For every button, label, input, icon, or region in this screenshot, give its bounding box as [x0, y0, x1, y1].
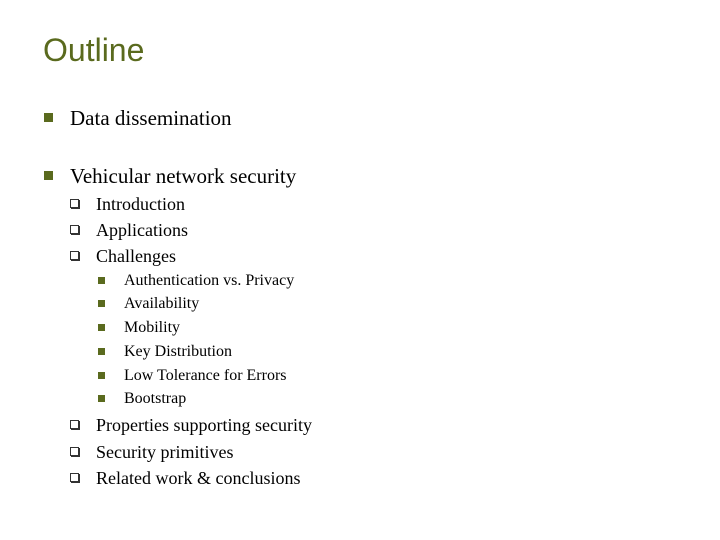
square-bullet-icon	[44, 113, 53, 122]
square-bullet-icon	[44, 171, 53, 180]
bullet-text: Security primitives	[96, 442, 234, 462]
bullet-text: Low Tolerance for Errors	[124, 367, 287, 384]
bullet-text: Availability	[124, 295, 200, 312]
small-square-bullet-icon	[98, 395, 105, 402]
hollow-square-bullet-icon	[70, 473, 79, 482]
hollow-square-bullet-icon	[70, 225, 79, 234]
bullet-text: Properties supporting security	[96, 415, 312, 435]
bullet-text: Applications	[96, 220, 188, 240]
small-square-bullet-icon	[98, 348, 105, 355]
bullet-text: Mobility	[124, 319, 181, 336]
small-square-bullet-icon	[98, 277, 105, 284]
bullet-text: Introduction	[96, 194, 185, 214]
bullet-text: Challenges	[96, 246, 176, 266]
small-square-bullet-icon	[98, 300, 105, 307]
slide-title: Outline	[43, 32, 145, 68]
hollow-square-bullet-icon	[70, 420, 79, 429]
hollow-square-bullet-icon	[70, 251, 79, 260]
bullet-text: Authentication vs. Privacy	[124, 272, 295, 289]
bullet-text: Data dissemination	[70, 106, 232, 130]
small-square-bullet-icon	[98, 372, 105, 379]
hollow-square-bullet-icon	[70, 447, 79, 456]
hollow-square-bullet-icon	[70, 199, 79, 208]
small-square-bullet-icon	[98, 324, 105, 331]
bullet-text: Related work & conclusions	[96, 468, 301, 488]
bullet-text: Bootstrap	[124, 390, 187, 407]
bullet-text: Vehicular network security	[70, 164, 297, 188]
bullet-text: Key Distribution	[124, 343, 232, 360]
